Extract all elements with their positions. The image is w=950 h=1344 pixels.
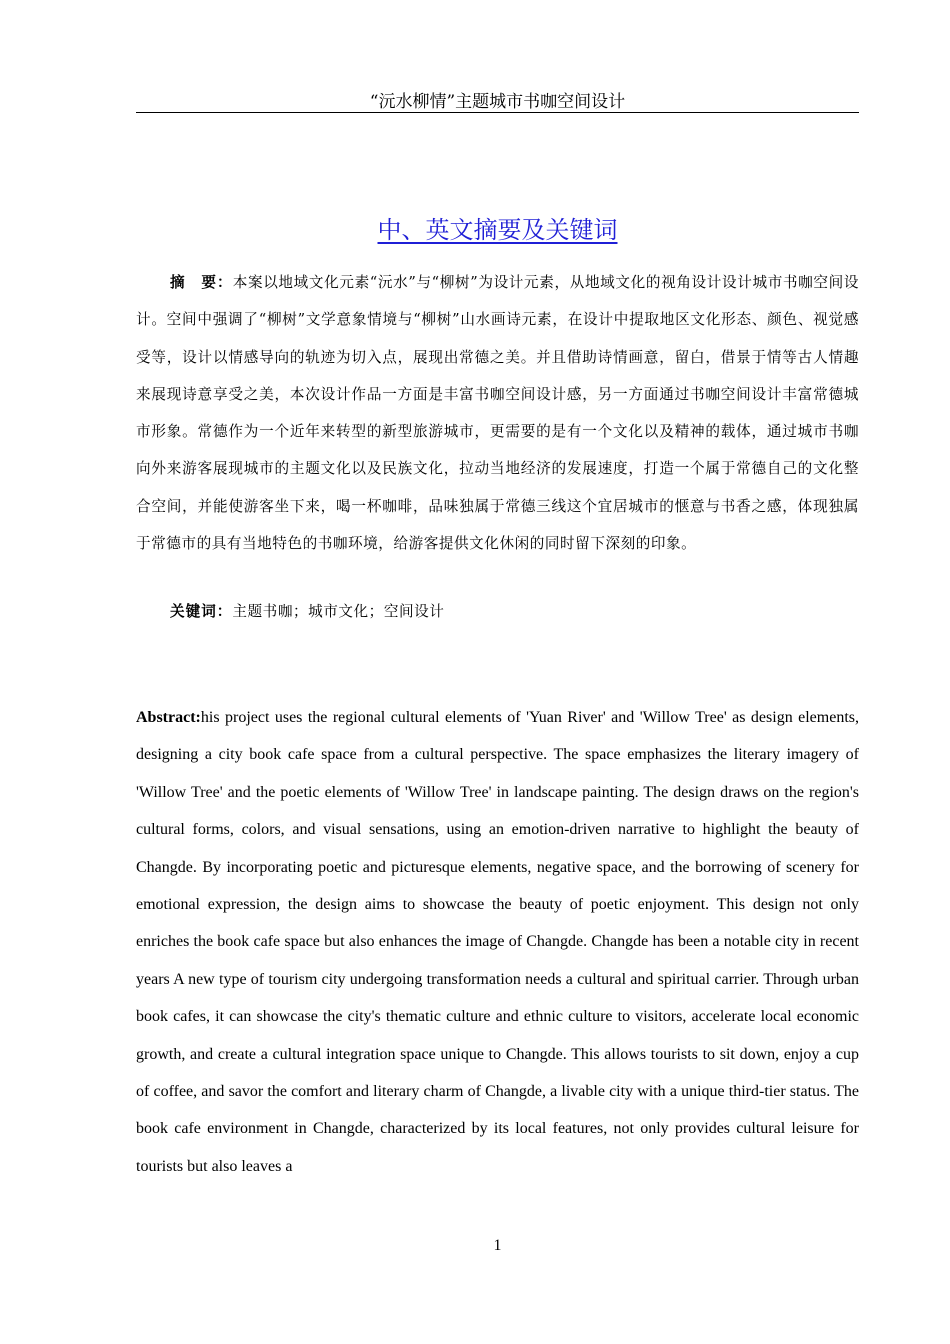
- english-abstract-text: his project uses the regional cultural elements of 'Yuan River' and 'Willow Tree' as design elements, designing a city book cafe space from a cultural perspective. The space emphasizes the literary imagery of 'Willow Tree' and the poetic elements of 'Willow Tree' in landscape painting. The design draws on the region's cultural forms, colors, and visual sensations, using an emotion-driven narrative to highlight the beauty of Changde. By incorporating poetic and picturesque elements, negative space, and the borrowing of scenery for emotional expression, the design aims to showcase the beauty of poetic enjoyment. This design not only enriches the book cafe space but also enhances the image of Changde. Changde has been a notable city in recent years A new type of tourism city undergoing transformation needs a cultural and spiritual carrier. Through urban book cafes, it can showcase the city's thematic culture and ethnic culture to visitors, accelerate local economic growth, and create a cultural integration space unique to Changde. This allows tourists to sit down, enjoy a cup of coffee, and savor the comfort and literary charm of Changde, a livable city with a unique third-tier status. The book cafe environment in Changde, characterized by its local features, not only provides cultural leisure for tourists but also leaves a: [136, 709, 859, 1175]
- page-number: 1: [493, 1237, 502, 1254]
- chinese-keywords: [136, 597, 859, 627]
- chinese-abstract-label: 摘 要：: [170, 274, 233, 291]
- header-divider: [136, 112, 859, 113]
- chinese-abstract-text: 本案以地域文化元素“沅水”与“柳树”为设计元素，从地域文化的视角设计设计城市书咖空间设计。空间中强调了“柳树”文学意象情境与“柳树”山水画诗元素，在设计中提取地区文化形态、颜色、视觉感受等，设计以情感导向的轨迹为切入点，展现出常德之美。并且借助诗情画意，留白，借景于情等古人情趣来展现诗意享受之美，本次设计作品一方面是丰富书咖空间设计感，另一方面通过书咖空间设计丰富常德城市形象。常德作为一个近年来转型的新型旅游城市，更需要的是有一个文化以及精神的载体，通过城市书咖向外来游客展现城市的主题文化以及民族文化，拉动当地经济的发展速度，打造一个属于常德自己的文化整合空间，并能使游客坐下来，喝一杯咖啡，品味独属于常德三线这个宜居城市的惬意与书香之感，体现独属于常德市的具有当地特色的书咖环境，给游客提供文化休闲的同时留下深刻的印象。: [136, 274, 859, 553]
- chinese-abstract: [136, 264, 859, 562]
- section-title: [136, 214, 859, 246]
- english-abstract-label: Abstract:: [136, 709, 201, 726]
- english-abstract: [136, 699, 859, 1185]
- chinese-keywords-text: 主题书咖；城市文化；空间设计: [232, 603, 445, 620]
- chinese-keywords-label: 关键词：: [170, 603, 233, 620]
- section-title-link[interactable]: 中、英文摘要及关键词: [377, 216, 618, 244]
- running-header: “沅水柳情”主题城市书咖空间设计: [369, 92, 626, 112]
